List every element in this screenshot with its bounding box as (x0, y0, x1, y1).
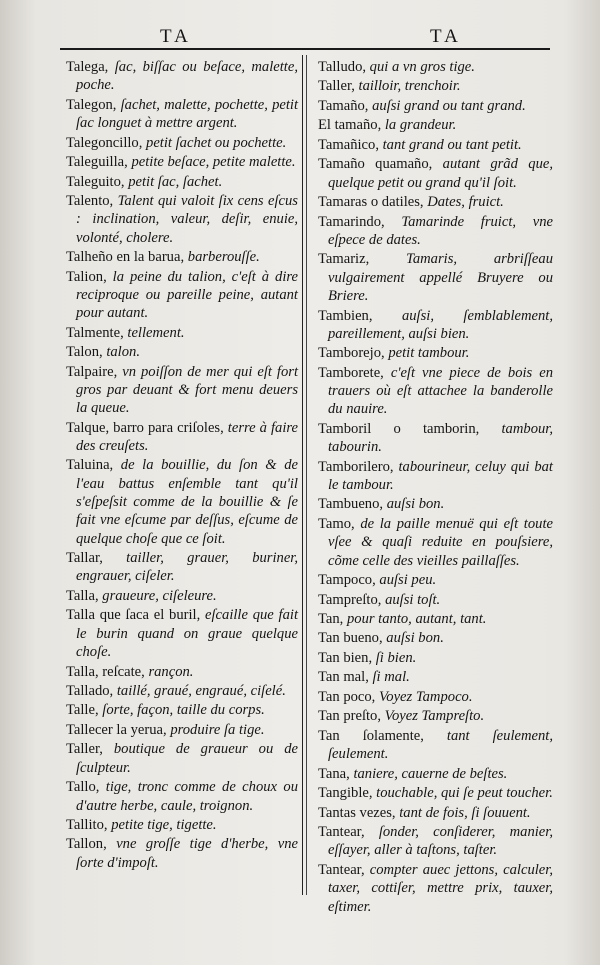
dictionary-entry (66, 248, 298, 266)
dictionary-entry (318, 727, 553, 764)
entry-headword: Tan, (318, 610, 347, 627)
entry-definition: tailloir, trenchoir. (358, 78, 461, 95)
entry-definition: de la paille menuë qui eſt toute vſee & quaſi reduite en pouſsiere, cõme celle des vieilles paillaſſes. (328, 515, 553, 569)
entry-definition: Tamaris, arbriſſeau vulgairement appellé Bruyere ou Briere. (328, 251, 554, 305)
entry-headword: Talle, (66, 702, 103, 719)
entry-headword: Tallecer la yerua, (66, 721, 171, 738)
dictionary-entry (66, 663, 298, 681)
entry-definition: graueure, ciſeleure. (102, 587, 217, 604)
entry-headword: Talegoncillo, (66, 134, 147, 151)
dictionary-entry (318, 155, 553, 192)
entry-definition: terre à faire des creuſets. (76, 419, 298, 454)
entry-definition: tant grand ou tant petit. (382, 136, 522, 153)
entry-headword: Tallon, (66, 836, 117, 853)
entry-headword: Tambien, (318, 307, 402, 324)
entry-headword: Talega, (66, 59, 115, 75)
dictionary-entry (66, 701, 298, 719)
entry-definition: ſachet, malette, pochette, petit ſac longuet à mettre argent. (76, 96, 299, 132)
dictionary-entry (318, 591, 553, 609)
entry-headword: Tallado, (66, 682, 117, 699)
entry-definition: tellement. (127, 324, 185, 341)
entry-definition: tant de fois, ſi ſouuent. (399, 804, 531, 821)
entry-headword: Tambueno, (318, 496, 387, 513)
entry-definition: de la bouillie, du ſon & de l'eau battus enſemble tant qu'il s'eſpeſsit comme de la bouillie & ſe fait vne eſcume par deſſus, eſcume de quelque choſe que ce ſoit. (76, 457, 298, 547)
dictionary-entry (66, 816, 298, 834)
entry-definition: barberouſſe. (187, 249, 260, 266)
dictionary-entry (66, 343, 298, 361)
entry-headword: Tan mal, (318, 669, 373, 686)
entry-headword: Talludo, (318, 59, 370, 75)
entry-headword: Tamborejo, (318, 345, 389, 362)
entry-headword: Taleguito, (66, 173, 129, 190)
entry-headword: Tamborete, (318, 364, 391, 381)
entry-headword: Talla que ſaca el buril, (66, 607, 206, 624)
dictionary-entry (318, 804, 553, 822)
dictionary-entry (66, 58, 298, 95)
dictionary-entry (318, 58, 553, 76)
entry-headword: Talon, (66, 344, 107, 361)
entry-headword: Tamborilero, (318, 458, 399, 475)
entry-headword: Tan poco, (318, 688, 379, 705)
entry-headword: Tallo, (66, 779, 106, 796)
entry-definition: la grandeur. (384, 117, 457, 134)
dictionary-entry (318, 629, 553, 647)
entry-headword: Talla, reſcate, (66, 663, 149, 680)
dictionary-entry (318, 458, 553, 495)
entry-headword: Tamo, (318, 515, 361, 532)
entry-definition: tabourineur, celuy qui bat le tambour. (328, 458, 553, 493)
entry-headword: Tallar, (66, 550, 127, 567)
dictionary-entry (318, 649, 553, 667)
entry-definition: boutique de graueur ou de ſculpteur. (76, 741, 298, 776)
entry-definition: la peine du talion, c'eſt à dire reciproque ou pareille peine, autant pour autant. (76, 268, 299, 322)
dictionary-entry (318, 707, 553, 725)
entry-headword: Talla, (66, 587, 103, 604)
entry-headword: El tamaño, (318, 117, 385, 134)
entry-definition: pour tanto, autant, tant. (346, 610, 487, 627)
dictionary-entry (318, 823, 553, 860)
entry-headword: Talegon, (66, 96, 121, 113)
dictionary-entry (318, 861, 553, 916)
entry-headword: Talpaire, (66, 363, 123, 380)
dictionary-entry (318, 136, 553, 154)
entry-definition: petit ſachet ou pochette. (146, 134, 287, 151)
entry-headword: Talque, barro para criſoles, (66, 419, 228, 436)
entry-headword: Tamaras o datiles, (318, 194, 428, 211)
entry-definition: c'eſt vne piece de bois en trauers où eſt attachee la banderolle du nauire. (328, 364, 554, 418)
dictionary-entry (66, 192, 298, 247)
entry-definition: auſsi, ſemblablement, pareillement, auſsi bien. (328, 307, 553, 342)
entry-definition: ſonder, conſiderer, manier, eſſayer, aller à taſtons, taſter. (328, 824, 553, 859)
dictionary-entry (318, 495, 553, 513)
entry-definition: tant ſeulement, ſeulement. (328, 727, 554, 763)
dictionary-entry (318, 193, 553, 211)
dictionary-entry (66, 268, 298, 323)
entry-headword: Tamboril o tamborin, (318, 420, 502, 437)
dictionary-entry (318, 765, 553, 783)
entry-definition: talon. (106, 344, 140, 361)
dictionary-entry (318, 307, 553, 344)
entry-definition: auſsi toſt. (385, 591, 441, 608)
entry-headword: Tamaño, (318, 97, 373, 114)
entry-headword: Talheño en la barua, (66, 249, 188, 266)
entry-definition: rançon. (148, 663, 194, 680)
entry-headword: Tantear, (318, 861, 370, 878)
entry-definition: Voyez Tampreſto. (384, 708, 485, 725)
entry-definition: taniere, cauerne de beſtes. (353, 765, 508, 782)
column-rule-inner (306, 55, 307, 895)
dictionary-entry (66, 173, 298, 191)
entry-headword: Tamariz, (318, 251, 407, 268)
entry-headword: Tallito, (66, 817, 112, 833)
entry-definition: auſsi bon. (386, 496, 445, 513)
entry-definition: produire ſa tige. (170, 721, 265, 738)
dictionary-entry (66, 456, 298, 547)
entry-definition: ſac, biſſac ou beſace, malette, poche. (76, 59, 298, 94)
dictionary-entry (318, 344, 553, 362)
dictionary-entry (318, 515, 553, 570)
entry-definition: auſsi peu. (379, 572, 437, 589)
dictionary-entry (66, 419, 298, 456)
dictionary-entry (66, 587, 298, 605)
dictionary-entry (318, 688, 553, 706)
dictionary-entry (318, 610, 553, 628)
entry-definition: petit ſac, ſachet. (128, 173, 223, 190)
entry-headword: Taller, (66, 741, 114, 758)
dictionary-entry (66, 682, 298, 700)
dictionary-entry (318, 116, 553, 134)
column-rule (302, 55, 303, 895)
entry-definition: Voyez Tampoco. (378, 688, 473, 705)
right-column (318, 58, 553, 917)
entry-headword: Tamaño quamaño, (318, 156, 443, 173)
dictionary-entry (318, 364, 553, 419)
left-column (66, 58, 298, 873)
dictionary-entry (66, 153, 298, 171)
entry-headword: Tana, (318, 765, 354, 782)
dictionary-entry (66, 96, 298, 133)
entry-headword: Tamarindo, (318, 213, 402, 230)
entry-headword: Tantear, (318, 824, 379, 841)
header-right: TA (430, 26, 462, 47)
entry-definition: ſi mal. (372, 669, 410, 686)
entry-headword: Tan preſto, (318, 708, 385, 725)
entry-definition: petite tige, tigette. (111, 817, 217, 833)
entry-headword: Tantas vezes, (318, 804, 400, 821)
dictionary-entry (66, 363, 298, 418)
entry-definition: vn poiſſon de mer qui eſt fort gros par deuant & fort menu deuers la queue. (76, 363, 298, 417)
entry-headword: Talmente, (66, 324, 128, 341)
dictionary-entry (66, 778, 298, 815)
dictionary-entry (318, 784, 553, 802)
entry-headword: Tampreſto, (318, 591, 386, 608)
entry-definition: ſi bien. (375, 649, 417, 666)
entry-definition: petite beſace, petite malette. (131, 154, 296, 171)
entry-headword: Tamañico, (318, 136, 383, 153)
entry-definition: auſsi grand ou tant grand. (372, 97, 526, 114)
dictionary-entry (66, 740, 298, 777)
dictionary-entry (66, 606, 298, 661)
entry-definition: eſcaille que fait le burin quand on graue quelque choſe. (76, 607, 298, 661)
dictionary-entry (318, 668, 553, 686)
dictionary-entry (318, 571, 553, 589)
dictionary-entry (66, 134, 298, 152)
entry-definition: tailler, grauer, buriner, engrauer, ciſeler. (76, 550, 298, 585)
entry-headword: Taller, (318, 78, 359, 95)
entry-definition: Dates, fruict. (427, 194, 504, 211)
entry-definition: qui a vn gros tige. (369, 59, 475, 75)
entry-headword: Talento, (66, 193, 118, 210)
entry-definition: vne groſſe tige d'herbe, vne ſorte d'impoſt. (76, 836, 299, 871)
header-left: TA (160, 26, 192, 47)
running-header (60, 26, 550, 50)
entry-definition: auſsi bon. (386, 630, 444, 647)
entry-headword: Tan bien, (318, 649, 376, 666)
entry-definition: autant grãd que, quelque petit ou grand qu'il ſoit. (328, 156, 553, 191)
entry-definition: tambour, tabourin. (328, 420, 553, 456)
entry-definition: tige, tronc comme de choux ou d'autre herbe, caule, troignon. (76, 779, 298, 814)
entry-definition: Tamarinde fruict, vne eſpece de dates. (328, 213, 553, 248)
entry-definition: touchable, qui ſe peut toucher. (376, 785, 553, 802)
dictionary-entry (66, 721, 298, 739)
dictionary-entry (66, 549, 298, 586)
entry-headword: Tan ſolamente, (318, 727, 447, 744)
entry-definition: compter auec jettons, calculer, taxer, cottiſer, mettre prix, tauxer, eſtimer. (328, 861, 553, 915)
entry-headword: Tangible, (318, 785, 377, 802)
entry-definition: petit tambour. (388, 345, 470, 362)
entry-headword: Tan bueno, (318, 630, 387, 647)
dictionary-entry (318, 250, 553, 305)
dictionary-entry (318, 97, 553, 115)
dictionary-entry (318, 77, 553, 95)
entry-definition: taillé, graué, engraué, ciſelé. (116, 682, 286, 699)
entry-definition: Talent qui valoit ſix cens eſcus : inclination, valeur, deſir, enuie, volonté, cholere. (76, 193, 298, 246)
dictionary-entry (66, 324, 298, 342)
entry-headword: Tampoco, (318, 572, 380, 589)
entry-headword: Taluina, (66, 457, 121, 474)
entry-headword: Taleguilla, (66, 154, 132, 171)
entry-headword: Talion, (66, 268, 113, 285)
dictionary-entry (318, 420, 553, 457)
dictionary-entry (66, 835, 298, 872)
entry-definition: ſorte, façon, taille du corps. (102, 702, 265, 719)
dictionary-entry (318, 213, 553, 250)
